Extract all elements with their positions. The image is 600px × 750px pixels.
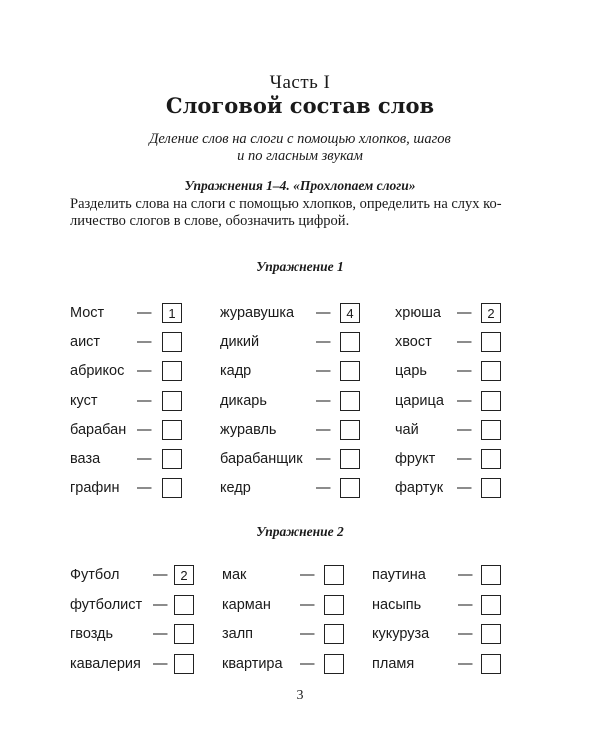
dash-separator: —: [137, 480, 152, 497]
dash-separator: —: [153, 626, 168, 642]
dash-separator: —: [137, 392, 152, 409]
syllable-count-box[interactable]: [162, 391, 182, 411]
exercise-word: кедр: [220, 480, 251, 497]
syllable-count-box[interactable]: [481, 449, 501, 469]
dash-separator: —: [137, 305, 152, 321]
syllable-count-box[interactable]: [481, 624, 501, 644]
dash-separator: —: [300, 567, 315, 583]
dash-separator: —: [153, 655, 168, 672]
dash-separator: —: [316, 421, 331, 438]
syllable-count-box[interactable]: [481, 361, 501, 381]
syllable-count-box[interactable]: [340, 478, 360, 498]
syllable-count-box[interactable]: [340, 449, 360, 469]
exercise-word: аист: [70, 334, 101, 351]
dash-separator: —: [316, 392, 331, 409]
exercise-word: абрикос: [70, 363, 125, 380]
exercise-word: фрукт: [395, 451, 436, 467]
syllable-count-box[interactable]: [340, 391, 360, 411]
exercise-word: барабан: [70, 421, 127, 438]
exercise-word: паутина: [372, 567, 426, 583]
syllable-count-box[interactable]: [324, 654, 344, 674]
exercise-word: мак: [222, 567, 247, 583]
instruction-line: личество слогов в слове, обозначить цифрой.: [70, 213, 350, 229]
dash-separator: —: [458, 655, 473, 672]
exercise-word: Футбол: [70, 567, 120, 583]
syllable-count-box[interactable]: 1: [162, 303, 182, 323]
exercise-word: насыпь: [372, 596, 422, 613]
exercise-1-heading: Упражнение 1: [256, 259, 344, 274]
syllable-count-box[interactable]: [324, 565, 344, 585]
syllable-count-box[interactable]: [481, 478, 501, 498]
syllable-count-box[interactable]: 4: [340, 303, 360, 323]
exercise-word: царица: [395, 392, 444, 409]
dash-separator: —: [137, 334, 152, 351]
subtitle-line: и по гласным звукам: [237, 148, 363, 164]
syllable-count-box[interactable]: [340, 332, 360, 352]
syllable-count-box[interactable]: [481, 420, 501, 440]
dash-separator: —: [458, 596, 473, 613]
syllable-count-box[interactable]: 2: [481, 303, 501, 323]
dash-separator: —: [457, 480, 472, 497]
syllable-count-box[interactable]: [324, 624, 344, 644]
syllable-count-box[interactable]: [340, 361, 360, 381]
syllable-count-box[interactable]: [481, 654, 501, 674]
exercise-word: пламя: [372, 655, 415, 672]
exercise-word: дикарь: [220, 392, 267, 409]
dash-separator: —: [300, 655, 315, 672]
syllable-count-box[interactable]: 2: [174, 565, 194, 585]
dash-separator: —: [153, 596, 168, 613]
dash-separator: —: [300, 626, 315, 642]
exercise-word: Мост: [70, 305, 105, 321]
exercise-word: журавль: [220, 421, 277, 438]
exercise-word: графин: [70, 480, 120, 497]
dash-separator: —: [316, 451, 331, 467]
dash-separator: —: [457, 421, 472, 438]
exercise-word: гвоздь: [70, 626, 114, 642]
syllable-count-box[interactable]: [481, 332, 501, 352]
instruction-line: Разделить слова на слоги с помощью хлопков, определить на слух ко-: [70, 196, 502, 212]
syllable-count-box[interactable]: [174, 595, 194, 615]
dash-separator: —: [300, 596, 315, 613]
dash-separator: —: [137, 363, 152, 380]
exercise-word: царь: [395, 363, 427, 380]
dash-separator: —: [316, 480, 331, 497]
dash-separator: —: [137, 421, 152, 438]
syllable-count-box[interactable]: [481, 595, 501, 615]
part-label: Часть I: [269, 72, 331, 93]
syllable-count-box[interactable]: [162, 420, 182, 440]
dash-separator: —: [137, 451, 152, 467]
dash-separator: —: [457, 363, 472, 380]
dash-separator: —: [458, 567, 473, 583]
exercise-2-heading: Упражнение 2: [256, 524, 344, 539]
exercise-word: журавушка: [220, 305, 295, 321]
syllable-count-box[interactable]: [481, 565, 501, 585]
subtitle: [0, 131, 600, 165]
exercise-word: хвост: [395, 334, 432, 351]
dash-separator: —: [457, 334, 472, 351]
syllable-count-box[interactable]: [162, 478, 182, 498]
subtitle-line: Деление слов на слоги с помощью хлопков, шагов: [149, 131, 451, 147]
page-title: Слоговой состав слов: [165, 93, 435, 118]
dash-separator: —: [316, 305, 331, 321]
syllable-count-box[interactable]: [340, 420, 360, 440]
exercise-word: карман: [222, 596, 271, 613]
exercise-word: дикий: [220, 334, 260, 351]
exercise-word: залп: [222, 626, 254, 642]
dash-separator: —: [457, 451, 472, 467]
syllable-count-box[interactable]: [174, 654, 194, 674]
dash-separator: —: [458, 626, 473, 642]
exercise-word: чай: [395, 421, 419, 438]
exercise-word: фартук: [395, 480, 444, 497]
dash-separator: —: [457, 305, 472, 321]
syllable-count-box[interactable]: [162, 449, 182, 469]
exercise-word: квартира: [222, 655, 283, 672]
exercise-word: кукуруза: [372, 626, 430, 642]
dash-separator: —: [153, 567, 168, 583]
exercise-word: куст: [70, 392, 98, 409]
syllable-count-box[interactable]: [481, 391, 501, 411]
exercise-word: футболист: [70, 596, 143, 613]
instruction-text: [70, 196, 530, 230]
exercise-word: кадр: [220, 363, 252, 380]
exercise-word: барабанщик: [220, 451, 303, 467]
exercise-word: ваза: [70, 451, 101, 467]
dash-separator: —: [457, 392, 472, 409]
syllable-count-box[interactable]: [324, 595, 344, 615]
dash-separator: —: [316, 334, 331, 351]
exercise-word: кавалерия: [70, 655, 141, 672]
syllable-count-box[interactable]: [162, 332, 182, 352]
page-number: 3: [296, 688, 304, 703]
exercises-group-heading: Упражнения 1–4. «Прохлопаем слоги»: [184, 178, 416, 193]
dash-separator: —: [316, 363, 331, 380]
syllable-count-box[interactable]: [174, 624, 194, 644]
syllable-count-box[interactable]: [162, 361, 182, 381]
exercise-word: хрюша: [395, 305, 441, 321]
